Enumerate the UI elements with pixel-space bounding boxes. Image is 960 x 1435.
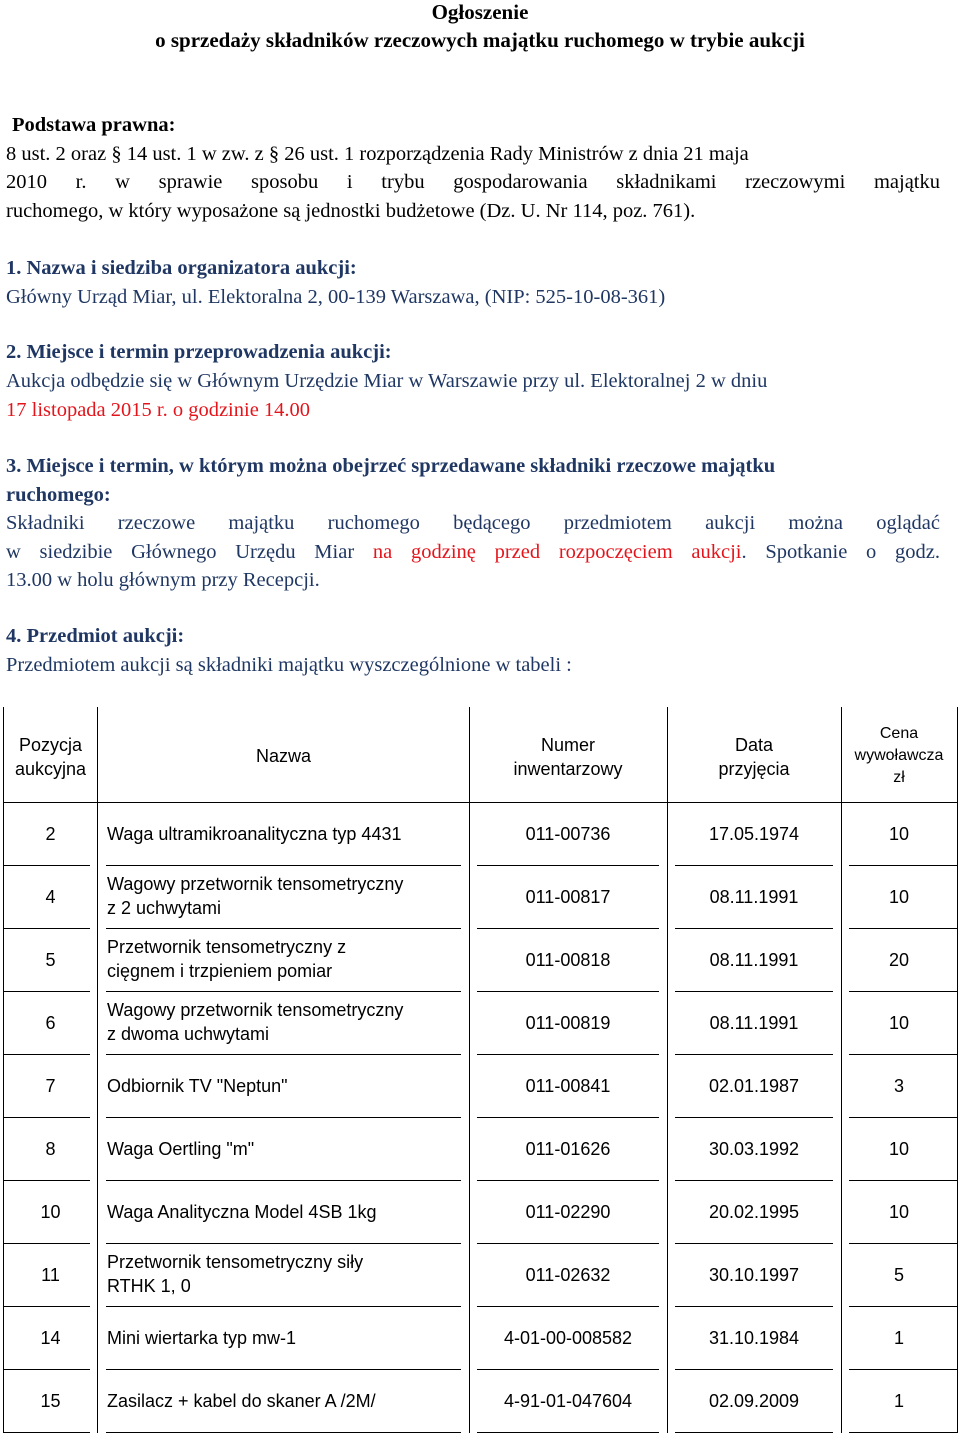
table-divider — [97, 707, 98, 1433]
table-row-line — [3, 928, 90, 929]
table-row-line — [106, 1306, 461, 1307]
legal-basis-line-3: ruchomego, w który wyposażone są jednostki budżetowe (Dz. U. Nr 114, poz. 761). — [6, 200, 696, 222]
cell-inventory-number: 011-02290 — [525, 1202, 611, 1222]
cell-name: Waga Analityczna Model 4SB 1kg — [107, 1202, 377, 1222]
header-price: Cena wywoławcza zł — [854, 725, 944, 786]
cell-position: 6 — [45, 1013, 56, 1033]
table-row-line — [106, 1117, 461, 1118]
table-row-line — [477, 1117, 659, 1118]
cell-position: 11 — [41, 1265, 60, 1285]
table-row-line — [477, 1432, 659, 1433]
cell-price: 10 — [888, 1013, 910, 1033]
table-row-line — [849, 1432, 958, 1433]
cell-price: 10 — [888, 824, 910, 844]
table-row-line — [3, 1369, 90, 1370]
table-row-line — [477, 1054, 659, 1055]
section-1-heading: 1. Nazwa i siedziba organizatora aukcji: — [6, 257, 357, 279]
cell-inventory-number: 4-01-00-008582 — [503, 1328, 633, 1348]
cell-name: Przetwornik tensometryczny z cięgnem i trzpieniem pomiar — [107, 937, 347, 981]
cell-date: 08.11.1991 — [709, 1013, 799, 1033]
cell-date: 31.10.1984 — [708, 1328, 800, 1348]
cell-price: 20 — [888, 950, 910, 970]
table-row-line — [477, 1306, 659, 1307]
table-row-line — [849, 1180, 958, 1181]
table-row-line — [477, 1369, 659, 1370]
table-row-line — [849, 1243, 958, 1244]
section-3-line-3: 13.00 w holu głównym przy Recepcji. — [6, 569, 320, 591]
table-divider — [841, 707, 842, 1433]
cell-price: 1 — [893, 1328, 904, 1348]
table-header-line — [3, 802, 958, 803]
legal-basis-line-1: 8 ust. 2 oraz § 14 ust. 1 w zw. z § 26 ust. 1 rozporządzenia Rady Ministrów z dnia 21 maja — [6, 143, 749, 165]
table-row-line — [675, 1117, 833, 1118]
header-name: Nazwa — [255, 746, 312, 766]
cell-inventory-number: 011-00819 — [525, 1013, 611, 1033]
table-row-line — [477, 991, 659, 992]
cell-name: Zasilacz + kabel do skaner A /2M/ — [107, 1391, 376, 1411]
section-3-line-1: Składniki rzeczowe majątku ruchomego będącego przedmiotem aukcji można oglądać — [6, 512, 940, 534]
table-row-line — [477, 1243, 659, 1244]
cell-name: Waga Oertling "m" — [107, 1139, 255, 1159]
cell-position: 7 — [45, 1076, 56, 1096]
cell-price: 10 — [888, 1139, 910, 1159]
cell-date: 08.11.1991 — [709, 950, 799, 970]
items-table — [3, 707, 958, 1433]
cell-name: Wagowy przetwornik tensometryczny z dwoma uchwytami — [107, 1000, 404, 1044]
cell-position: 8 — [45, 1139, 56, 1159]
table-row-line — [675, 991, 833, 992]
section-3-line-2: w siedzibie Głównego Urzędu Miar na godzinę przed rozpoczęciem aukcji. Spotkanie o godz. — [6, 541, 940, 563]
cell-date: 08.11.1991 — [709, 887, 799, 907]
header-date: Data przyjęcia — [718, 735, 790, 779]
cell-name: Odbiornik TV "Neptun" — [107, 1076, 288, 1096]
cell-name: Mini wiertarka typ mw-1 — [107, 1328, 297, 1348]
section-3-heading-line-2: ruchomego: — [6, 484, 111, 506]
table-border-left — [3, 707, 4, 1433]
section-2-line-1: Aukcja odbędzie się w Głównym Urzędzie Miar w Warszawie przy ul. Elektoralnej 2 w dniu — [6, 370, 768, 392]
table-row-line — [675, 1432, 833, 1433]
table-row-line — [106, 1180, 461, 1181]
cell-price: 10 — [888, 887, 910, 907]
table-row-line — [675, 1369, 833, 1370]
table-row-line — [477, 928, 659, 929]
cell-inventory-number: 011-02632 — [525, 1265, 611, 1285]
table-row-line — [106, 928, 461, 929]
table-row-line — [3, 1306, 90, 1307]
table-row-line — [477, 865, 659, 866]
table-row-line — [106, 1243, 461, 1244]
table-row-line — [675, 1243, 833, 1244]
cell-date: 02.09.2009 — [708, 1391, 800, 1411]
section-2-line-2: 17 listopada 2015 r. o godzinie 14.00 — [6, 399, 311, 421]
cell-inventory-number: 011-00841 — [525, 1076, 611, 1096]
document-subtitle: o sprzedaży składników rzeczowych majątku ruchomego w trybie aukcji — [155, 28, 805, 52]
table-row-line — [849, 1369, 958, 1370]
cell-inventory-number: 011-00736 — [525, 824, 611, 844]
table-border-right — [957, 707, 958, 1433]
table-row-line — [106, 1054, 461, 1055]
cell-inventory-number: 4-91-01-047604 — [503, 1391, 633, 1411]
cell-date: 02.01.1987 — [708, 1076, 800, 1096]
section-4-text: Przedmiotem aukcji są składniki majątku wyszczególnione w tabeli : — [6, 654, 572, 676]
cell-price: 10 — [888, 1202, 910, 1222]
cell-date: 17.05.1974 — [708, 824, 800, 844]
table-row-line — [675, 1180, 833, 1181]
table-divider — [469, 707, 470, 1433]
cell-position: 15 — [40, 1391, 61, 1411]
cell-name: Waga ultramikroanalityczna typ 4431 — [107, 824, 402, 844]
header-position: Pozycja aukcyjna — [14, 735, 87, 779]
table-row-line — [849, 991, 958, 992]
table-row-line — [3, 1432, 90, 1433]
legal-basis-heading: Podstawa prawna: — [12, 114, 176, 136]
section-4-heading: 4. Przedmiot aukcji: — [6, 625, 185, 647]
table-row-line — [477, 1180, 659, 1181]
cell-position: 10 — [40, 1202, 61, 1222]
cell-price: 1 — [893, 1391, 904, 1411]
header-inventory-number: Numer inwentarzowy — [513, 735, 623, 779]
table-row-line — [106, 991, 461, 992]
table-row-line — [3, 1054, 90, 1055]
table-row-line — [3, 991, 90, 992]
table-row-line — [849, 1117, 958, 1118]
cell-position: 2 — [45, 824, 56, 844]
section-1-text: Główny Urząd Miar, ul. Elektoralna 2, 00-139 Warszawa, (NIP: 525-10-08-361) — [6, 286, 666, 308]
cell-position: 14 — [40, 1328, 61, 1348]
table-row-line — [675, 865, 833, 866]
table-row-line — [675, 1306, 833, 1307]
cell-name: Wagowy przetwornik tensometryczny z 2 uchwytami — [107, 874, 404, 918]
table-row-line — [3, 1180, 90, 1181]
section-3-heading-line-1: 3. Miejsce i termin, w którym można obejrzeć sprzedawane składniki rzeczowe majątku — [6, 455, 776, 477]
table-row-line — [3, 1243, 90, 1244]
table-row-line — [849, 1054, 958, 1055]
table-row-line — [849, 928, 958, 929]
table-row-line — [849, 865, 958, 866]
cell-position: 5 — [45, 950, 56, 970]
table-row-line — [106, 865, 461, 866]
cell-date: 30.03.1992 — [708, 1139, 800, 1159]
cell-inventory-number: 011-00818 — [525, 950, 611, 970]
document-title: Ogłoszenie — [431, 0, 529, 24]
cell-date: 30.10.1997 — [708, 1265, 800, 1285]
table-row-line — [849, 1306, 958, 1307]
cell-name: Przetwornik tensometryczny siły RTHK 1, 0 — [107, 1252, 364, 1296]
table-divider — [667, 707, 668, 1433]
section-3-highlight: na godzinę przed rozpoczęciem aukcji — [372, 541, 742, 563]
table-row-line — [675, 928, 833, 929]
cell-inventory-number: 011-01626 — [525, 1139, 611, 1159]
table-row-line — [3, 1117, 90, 1118]
table-row-line — [106, 1432, 461, 1433]
table-row-line — [3, 865, 90, 866]
cell-inventory-number: 011-00817 — [525, 887, 611, 907]
cell-position: 4 — [45, 887, 56, 907]
cell-date: 20.02.1995 — [708, 1202, 800, 1222]
cell-price: 5 — [893, 1265, 904, 1285]
section-2-heading: 2. Miejsce i termin przeprowadzenia aukcji: — [6, 341, 392, 363]
table-row-line — [675, 1054, 833, 1055]
legal-basis-line-2: 2010 r. w sprawie sposobu i trybu gospodarowania składnikami rzeczowymi majątku — [6, 171, 940, 193]
table-row-line — [106, 1369, 461, 1370]
cell-price: 3 — [893, 1076, 904, 1096]
